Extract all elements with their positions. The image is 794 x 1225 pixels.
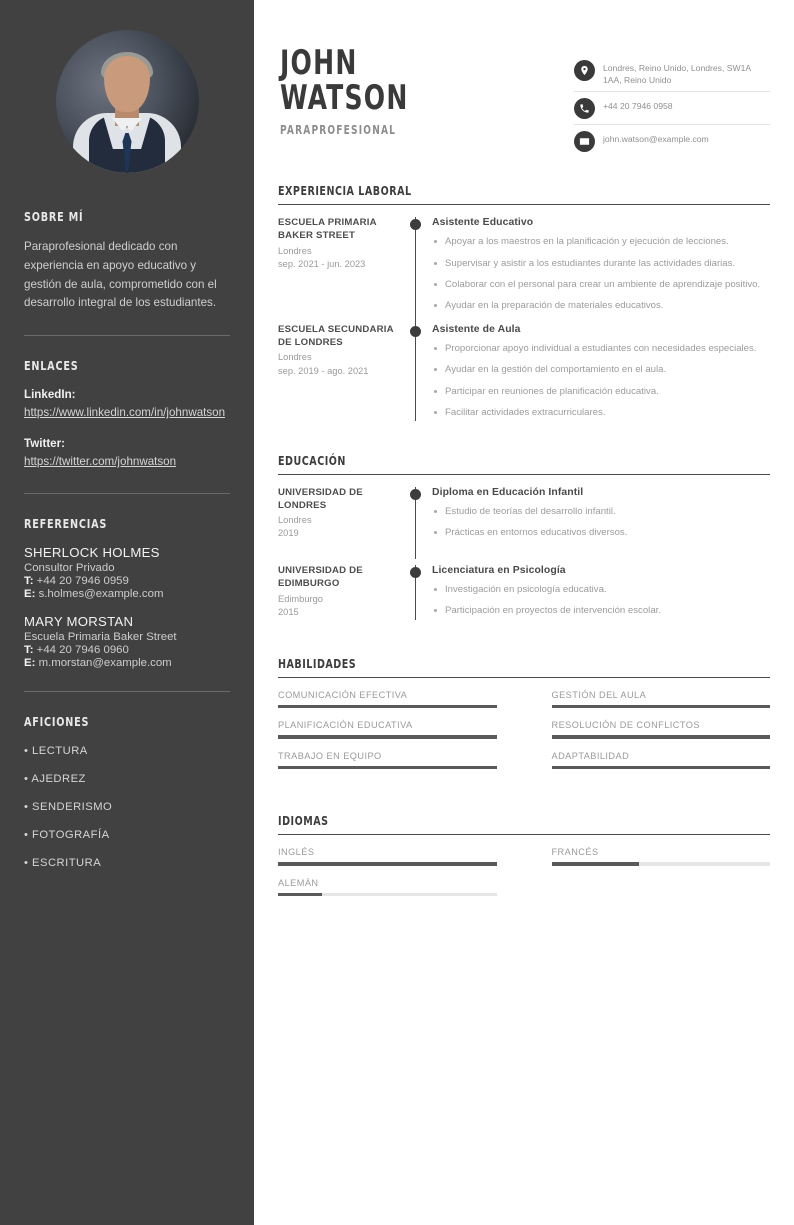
skill-label: PLANIFICACIÓN EDUCATIVA [278, 720, 413, 731]
phone-value: +44 20 7946 0959 [36, 575, 129, 587]
languages-heading: IDIOMAS [278, 813, 329, 829]
divider [24, 691, 230, 692]
language-bar-track [278, 862, 497, 866]
entry-meta [278, 487, 406, 547]
hobbies-section [24, 714, 230, 869]
contact-address [574, 54, 770, 92]
bullet-item: Investigación en psicología educativa. [432, 583, 770, 597]
language-label: ALEMÁN [278, 877, 319, 888]
timeline-dot-icon [410, 326, 421, 337]
bullet-item: Colaborar con el personal para crear un ambiente de aprendizaje positivo. [432, 278, 770, 292]
contact-phone [574, 92, 770, 125]
timeline [406, 565, 428, 625]
timeline [406, 324, 428, 427]
bullet-item: Participar en reuniones de planificación educativa. [432, 385, 770, 399]
location-pin-icon [574, 60, 595, 81]
degree-title: Licenciatura en Psicología [432, 565, 566, 577]
header [278, 43, 770, 157]
education-section [278, 453, 770, 630]
dates: sep. 2021 - jun. 2023 [278, 258, 366, 269]
entry-body [428, 217, 770, 320]
twitter-url[interactable]: https://twitter.com/johnwatson [24, 455, 177, 469]
envelope-icon [574, 131, 595, 152]
language-bar-fill [278, 893, 322, 897]
reference-name: MARY MORSTAN [24, 614, 134, 629]
experience-heading: EXPERIENCIA LABORAL [278, 183, 412, 199]
hobby-item: • ESCRITURA [24, 857, 102, 869]
about-text: Paraprofesional dedicado con experiencia en apoyo educativo y gestión de aula, comprometido con el desarrollo integral de los estudiantes. [24, 240, 217, 310]
linkedin-label: LinkedIn: [24, 388, 76, 402]
main-content [254, 0, 794, 1225]
skill-bar-fill [552, 766, 771, 770]
address-text: Londres, Reino Unido, Londres, SW1A 1AA, Reino Unido [603, 63, 751, 86]
location: Londres [278, 245, 312, 256]
organization: UNIVERSIDAD DE EDIMBURGO [278, 565, 363, 589]
location: Edimburgo [278, 593, 323, 604]
skills-heading: HABILIDADES [278, 655, 357, 671]
language-bar-fill [552, 862, 639, 866]
contact-list [574, 54, 770, 157]
divider [24, 335, 230, 336]
about-section [24, 209, 230, 313]
reference-role: Consultor Privado [24, 562, 115, 574]
skill-bar-track [552, 766, 771, 770]
skill-item [552, 690, 771, 709]
language-label: INGLÉS [278, 847, 315, 858]
skill-bar-fill [278, 735, 497, 739]
phone-text: +44 20 7946 0958 [603, 101, 673, 112]
location: Londres [278, 352, 312, 363]
linkedin-url[interactable]: https://www.linkedin.com/in/johnwatson [24, 406, 226, 420]
skill-item [278, 690, 497, 709]
language-bar-track [552, 862, 771, 866]
job-title: Asistente Educativo [432, 217, 534, 229]
section-rule [278, 677, 770, 678]
timeline-dot-icon [410, 489, 421, 500]
language-item [552, 847, 771, 866]
email-value: s.holmes@example.com [38, 588, 164, 600]
reference-item [24, 614, 230, 669]
language-item [278, 847, 497, 866]
email-label: E: [24, 588, 36, 600]
link-item-linkedin [24, 386, 230, 422]
skill-label: COMUNICACIÓN EFECTIVA [278, 689, 408, 700]
last-name: WATSON [280, 77, 409, 118]
entry-body [428, 565, 770, 625]
bullet-item: Ayudar en la gestión del comportamiento en el aula. [432, 363, 770, 377]
timeline [406, 487, 428, 547]
phone-label: T: [24, 575, 34, 587]
reference-phone [24, 575, 230, 587]
reference-item [24, 545, 230, 600]
education-heading: EDUCACIÓN [278, 452, 346, 468]
skill-label: RESOLUCIÓN DE CONFLICTOS [551, 720, 700, 731]
reference-role: Escuela Primaria Baker Street [24, 631, 177, 643]
reference-phone [24, 644, 230, 656]
entry-meta [278, 217, 406, 320]
skill-bar-fill [278, 705, 497, 709]
skill-label: ADAPTABILIDAD [551, 750, 630, 761]
experience-entry [278, 324, 770, 431]
dates: 2019 [278, 528, 299, 539]
job-title: Asistente de Aula [432, 324, 521, 336]
links-heading: ENLACES [24, 358, 79, 374]
phone-label: T: [24, 644, 34, 656]
language-bar-fill [278, 862, 497, 866]
bullet-item: Facilitar actividades extracurriculares. [432, 406, 770, 420]
sidebar [0, 0, 254, 1225]
skill-item [552, 751, 771, 770]
skill-bar-fill [552, 705, 771, 709]
skill-bar-track [552, 735, 771, 739]
organization: UNIVERSIDAD DE LONDRES [278, 486, 363, 511]
skill-label: TRABAJO EN EQUIPO [278, 750, 382, 761]
bullet-list [432, 342, 770, 420]
section-rule [278, 474, 770, 475]
skill-bar-track [278, 766, 497, 770]
bullet-item: Participación en proyectos de intervención escolar. [432, 604, 770, 618]
dates: 2015 [278, 606, 299, 617]
links-section [24, 358, 230, 471]
organization: ESCUELA SECUNDARIA DE LONDRES [278, 324, 394, 348]
skill-bar-track [278, 735, 497, 739]
education-entry [278, 565, 770, 629]
experience-section [278, 183, 770, 431]
first-name: JOHN [280, 43, 358, 83]
skill-bar-track [552, 705, 771, 709]
name-block [278, 43, 437, 138]
email-text: john.watson@example.com [603, 134, 709, 145]
timeline-dot-icon [410, 567, 421, 578]
degree-title: Diploma en Educación Infantil [432, 486, 584, 498]
references-heading: REFERENCIAS [24, 516, 108, 531]
references-section [24, 516, 230, 669]
language-item [278, 878, 497, 897]
reference-email [24, 588, 230, 600]
section-rule [278, 204, 770, 205]
bullet-item: Proporcionar apoyo individual a estudiantes con necesidades especiales. [432, 342, 770, 356]
skill-bar-fill [552, 735, 771, 739]
hobby-item: • FOTOGRAFÍA [24, 829, 110, 841]
about-heading: SOBRE MÍ [24, 209, 84, 224]
skill-item [552, 720, 771, 739]
email-value: m.morstan@example.com [38, 657, 172, 669]
skill-label: GESTIÓN DEL AULA [551, 689, 647, 700]
bullet-item: Apoyar a los maestros en la planificación y ejecución de lecciones. [432, 235, 770, 249]
contact-email [574, 125, 770, 157]
link-item-twitter [24, 435, 230, 471]
reference-name: SHERLOCK HOLMES [24, 545, 160, 560]
twitter-label: Twitter: [24, 437, 66, 451]
entry-meta [278, 565, 406, 625]
phone-value: +44 20 7946 0960 [36, 644, 129, 656]
bullet-list [432, 583, 770, 618]
experience-entry [278, 217, 770, 324]
bullet-list [432, 235, 770, 313]
hobbies-heading: AFICIONES [24, 714, 90, 729]
skills-grid [278, 690, 770, 770]
languages-section [278, 813, 770, 896]
skill-item [278, 751, 497, 770]
hobby-item: • SENDERISMO [24, 801, 113, 813]
section-rule [278, 834, 770, 835]
reference-email [24, 657, 230, 669]
location: Londres [278, 515, 312, 526]
profile-photo [56, 30, 199, 173]
bullet-item: Ayudar en la preparación de materiales educativos. [432, 299, 770, 313]
entry-body [428, 324, 770, 427]
language-label: FRANCÉS [551, 847, 599, 858]
job-role: PARAPROFESIONAL [280, 123, 397, 138]
phone-icon [574, 98, 595, 119]
languages-grid [278, 847, 770, 896]
avatar [24, 30, 230, 173]
education-entry [278, 487, 770, 551]
organization: ESCUELA PRIMARIA BAKER STREET [278, 217, 377, 242]
hobby-item: • LECTURA [24, 745, 88, 757]
bullet-item: Estudio de teorías del desarrollo infantil. [432, 505, 770, 519]
hobby-item: • AJEDREZ [24, 773, 86, 785]
dates: sep. 2019 - ago. 2021 [278, 365, 369, 376]
bullet-item: Prácticas en entornos educativos diversos. [432, 526, 770, 540]
skill-item [278, 720, 497, 739]
divider [24, 493, 230, 494]
skill-bar-fill [278, 766, 497, 770]
bullet-list [432, 505, 770, 540]
entry-body [428, 487, 770, 547]
entry-meta [278, 324, 406, 427]
timeline [406, 217, 428, 320]
email-label: E: [24, 657, 36, 669]
bullet-item: Supervisar y asistir a los estudiantes durante las actividades diarias. [432, 257, 770, 271]
language-bar-track [278, 893, 497, 897]
timeline-dot-icon [410, 219, 421, 230]
skill-bar-track [278, 705, 497, 709]
skills-section [278, 656, 770, 770]
